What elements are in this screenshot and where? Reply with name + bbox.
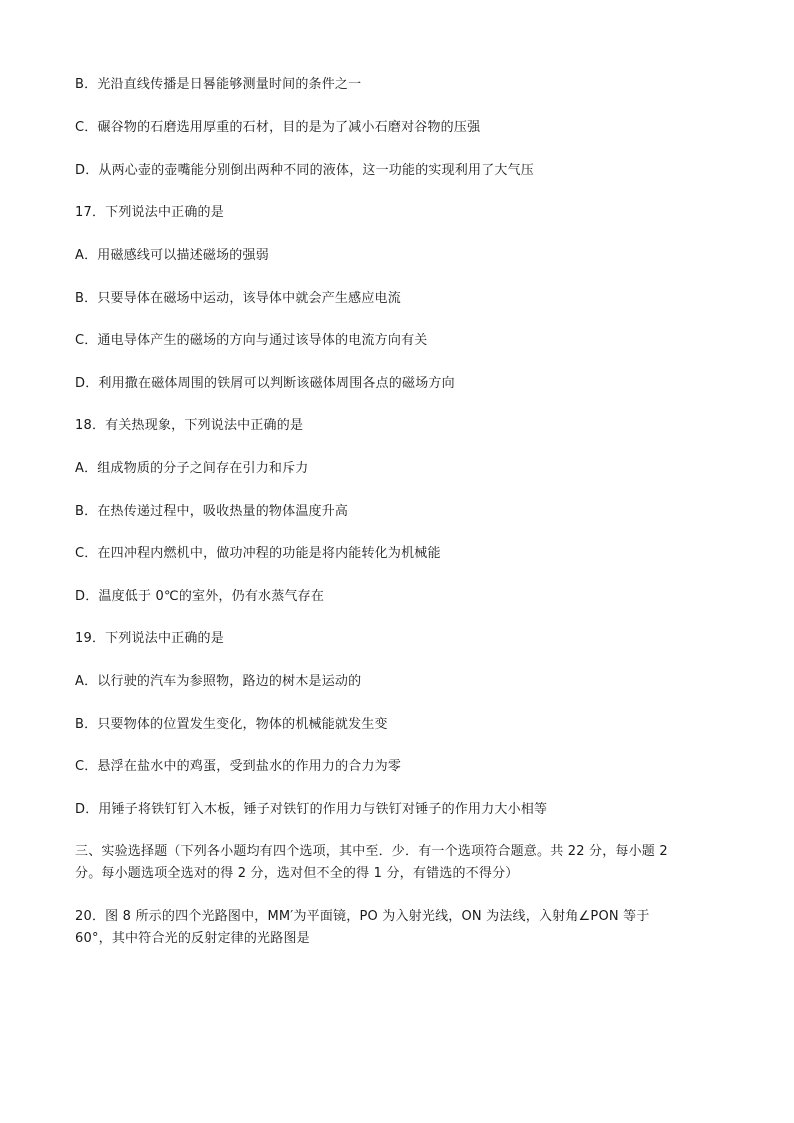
option-18a: A．组成物质的分子之间存在引力和斥力 [75,461,309,476]
option-19b: B．只要物体的位置发生变化，物体的机械能就发生变 [75,717,388,732]
option-18b: B．在热传递过程中，吸收热量的物体温度升高 [75,504,349,519]
option-16d: D．从两心壶的壶嘴能分别倒出两种不同的液体，这一功能的实现利用了大气压 [75,163,535,178]
option-19c: C．悬浮在盐水中的鸡蛋，受到盐水的作用力的合力为零 [75,759,402,774]
question-19: 19．下列说法中正确的是 [75,631,224,646]
section-3-line-1: 三、实验选择题（下列各小题均有四个选项，其中至．少．有一个选项符合题意。共 22 分，每小题 2 [75,844,668,859]
question-20 [75,906,725,950]
option-19a: A．以行驶的汽车为参照物，路边的树木是运动的 [75,674,362,689]
option-17a: A．用磁感线可以描述磁场的强弱 [75,248,269,263]
option-16b: B．光沿直线传播是日晷能够测量时间的条件之一 [75,77,362,92]
question-18: 18．有关热现象，下列说法中正确的是 [75,418,304,433]
section-3-line-2: 分。每小题选项全选对的得 2 分，选对但不全的得 1 分，有错选的不得分） [75,866,519,881]
question-17: 17．下列说法中正确的是 [75,205,224,220]
option-18d: D．温度低于 0℃的室外，仍有水蒸气存在 [75,589,325,604]
option-19d: D．用锤子将铁钉钉入木板，锤子对铁钉的作用力与铁钉对锤子的作用力大小相等 [75,802,548,817]
option-18c: C．在四冲程内燃机中，做功冲程的功能是将内能转化为机械能 [75,546,441,561]
option-16c: C．碾谷物的石磨选用厚重的石材，目的是为了减小石磨对谷物的压强 [75,120,481,135]
question-20-line-2: 60°，其中符合光的反射定律的光路图是 [75,931,310,946]
section-3-heading [75,841,725,885]
option-17d: D．利用撒在磁体周围的铁屑可以判断该磁体周围各点的磁场方向 [75,376,455,391]
question-20-line-1: 20．图 8 所示的四个光路图中，MM′为平面镜，PO 为入射光线，ON 为法线，入射角∠PON 等于 [75,909,650,924]
option-17b: B．只要导体在磁场中运动，该导体中就会产生感应电流 [75,291,401,306]
option-17c: C．通电导体产生的磁场的方向与通过该导体的电流方向有关 [75,333,428,348]
